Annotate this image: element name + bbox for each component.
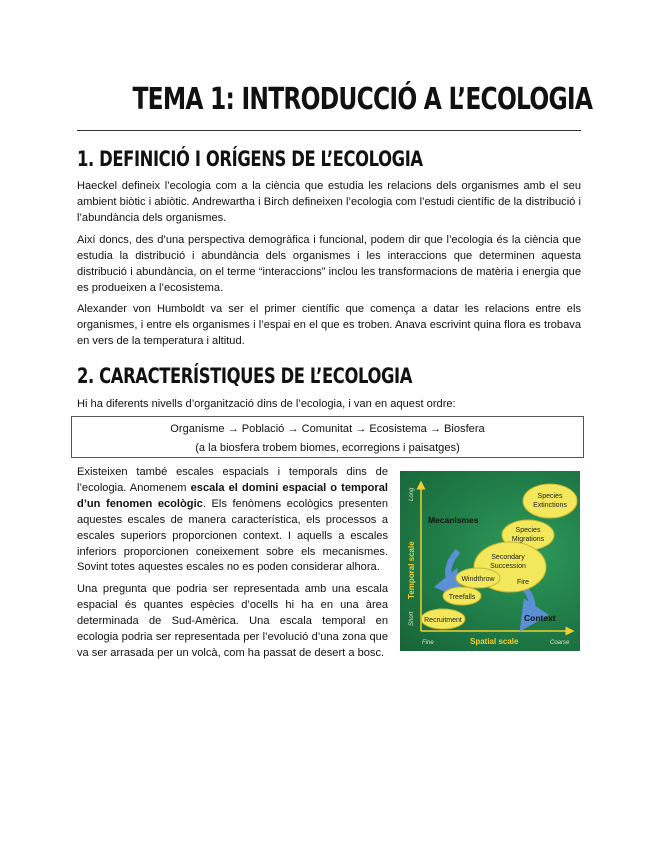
- section-1-paragraph-3: Alexander von Humboldt va ser el primer científic que comença a datar les relacions entre els organismes, i entre els organismes i l’espai en el que es troben. Anava escrivint quina flora es trobava en vers de la temperatura i altitud.: [77, 303, 581, 347]
- label-species: Species: [537, 493, 563, 500]
- label-succession: Succession: [490, 563, 526, 570]
- paragraph-text-start: Existeixen també escales espacials i temporals dins de l’ecologia. Anomenem: [77, 466, 388, 494]
- section-2-intro: Hi ha diferents nivells d’organització dins de l’ecologia, i van en aquest ordre:: [77, 398, 456, 410]
- title-divider: [77, 130, 581, 131]
- label-mecanismes: Mecanismes: [428, 515, 479, 525]
- section-1-heading: 1. DEFINICIÓ I ORÍGENS DE L’ECOLOGIA: [77, 147, 423, 171]
- label-migrations: Migrations: [511, 536, 545, 543]
- label-species-2: Species: [515, 527, 541, 534]
- section-2-paragraph-1: [77, 465, 388, 576]
- label-treefalls: Treefalls: [448, 594, 476, 601]
- label-long: Long: [409, 487, 415, 501]
- section-2-paragraph-2: Una pregunta que podria ser representada amb una escala espacial és quantes espècies d’ocells hi ha en una àrea determinada de Sud-Amèrica. Una escala temporal en ecologia podria ser representada per l’evolució d’una zona que va ser arrasada per un volcà, com ha passat de desert a bosc.: [77, 583, 388, 659]
- section-2-heading: 2. CARACTERÍSTIQUES DE L’ECOLOGIA: [77, 364, 413, 388]
- section-1-paragraph-1: Haeckel defineix l’ecologia com a la ciència que estudia les relacions dels organismes amb el seu ambient biòtic i abiòtic. Andrewartha i Birch defineixen l’ecologia com l’estudi científic de la distribució i l’abundància dels organismes.: [77, 180, 581, 224]
- label-temporal-scale: Temporal scale: [407, 541, 416, 599]
- label-coarse: Coarse: [550, 640, 570, 646]
- bubble-species-extinctions: [523, 484, 577, 518]
- organization-levels-box: [71, 416, 584, 458]
- organization-levels: Organisme → Població → Comunitat → Ecosistema → Biosfera: [170, 423, 485, 435]
- scale-definition-bold: escala el domini espacial o temporal d’un fenomen ecològic: [77, 481, 388, 510]
- label-fine: Fine: [422, 640, 434, 646]
- section-1-paragraph-2: Així doncs, des d’una perspectiva demogràfica i funcional, podem dir que l’ecologia és la ciència que estudia la distribució i abundància dels organismes i les interaccions que determinen aquesta distribució i abundància, on el terme “interaccions” inclou les transformacions de matèria i energia que es produeixen a l’ecosistema.: [77, 234, 581, 294]
- scale-diagram: [400, 471, 580, 651]
- organization-levels-note: (a la biosfera trobem biomes, ecorregions i paisatges): [195, 442, 460, 454]
- paragraph-text-end: . Els fenòmens ecològics presenten aquestes escales de manera característica, els processos a escales superiors proporcionen context. I aquells a escales inferiors proporcionen coneixement sobre els mecanismes. Sovint totes aquestes escales no es poden considerar alhora.: [77, 497, 388, 574]
- label-context: Context: [524, 613, 556, 623]
- label-windthrow: Windthrow: [461, 576, 495, 583]
- label-extinctions: Extinctions: [533, 502, 567, 509]
- label-short: Short: [409, 611, 415, 626]
- scale-diagram-svg: [400, 471, 580, 651]
- mechanism-arrow: [448, 551, 458, 589]
- page-title: TEMA 1: INTRODUCCIÓ A L’ECOLOGIA: [132, 82, 593, 117]
- label-spatial-scale: Spatial scale: [470, 637, 519, 646]
- label-fire: Fire: [516, 579, 530, 586]
- label-recruitment: Recruitment: [424, 617, 462, 624]
- label-secondary: Secondary: [491, 554, 525, 561]
